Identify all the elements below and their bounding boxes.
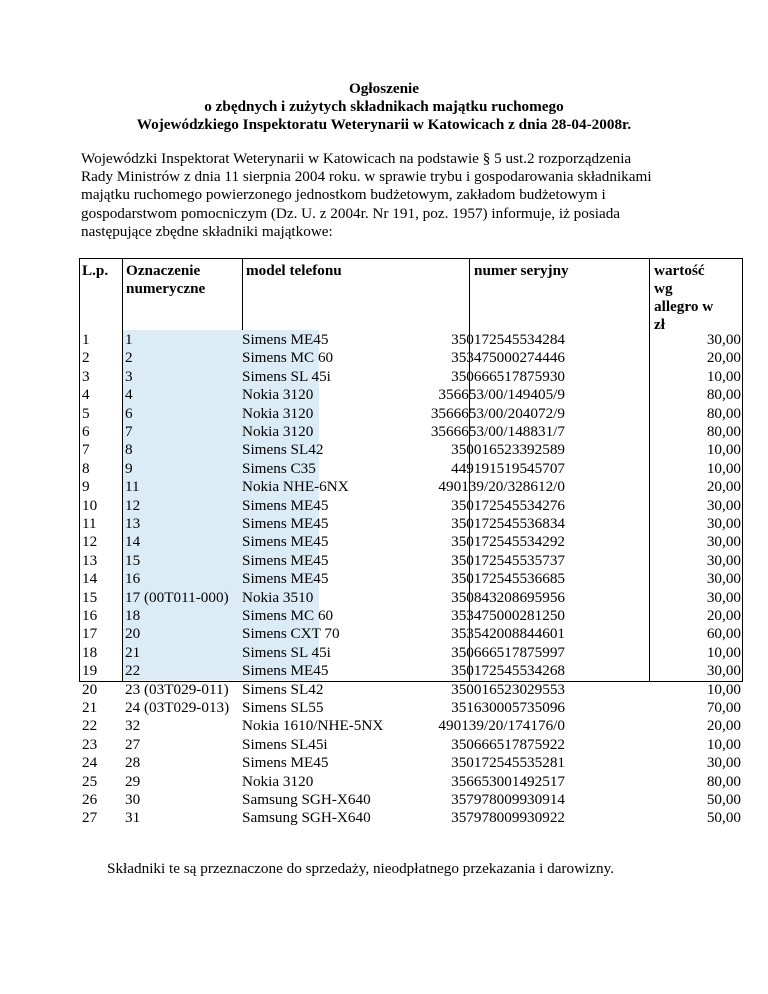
table-row — [79, 644, 743, 662]
cell-oznaczenie: 23 (03T029-011) — [125, 680, 229, 698]
cell-lp: 1 — [82, 331, 90, 348]
cell-serial: 353475000281250 — [451, 607, 565, 624]
cell-lp: 6 — [82, 423, 90, 440]
cell-value: 30,00 — [706, 570, 741, 588]
cell-value: 80,00 — [706, 772, 741, 790]
cell-value: 30,00 — [706, 754, 741, 772]
cell-oznaczenie: 16 — [125, 570, 141, 588]
cell-value: 20,00 — [706, 717, 741, 735]
cell-lp: 17 — [82, 625, 98, 643]
cell-model: Simens MC 60 — [242, 607, 334, 624]
cell-value: 10,00 — [706, 680, 741, 698]
table-row — [79, 331, 743, 349]
cell-model: Simens SL 45i — [242, 643, 331, 661]
cell-serial: 350666517875997 — [451, 643, 565, 661]
cell-model: Simens ME45 — [242, 551, 329, 569]
table-row — [79, 570, 743, 588]
cell-value: 70,00 — [706, 699, 741, 716]
table-row — [79, 791, 743, 809]
cell-value: 10,00 — [706, 367, 741, 385]
cell-model: Nokia 3120 — [242, 423, 314, 440]
cell-value: 30,00 — [706, 533, 741, 551]
cell-serial: 350016523029553 — [451, 680, 565, 698]
cell-oznaczenie: 32 — [125, 717, 141, 735]
cell-model: Simens ME45 — [242, 331, 329, 348]
cell-lp: 11 — [82, 515, 97, 532]
header-model: model telefonu — [246, 262, 342, 279]
cell-oznaczenie: 9 — [125, 459, 133, 477]
table-row — [79, 478, 743, 496]
cell-oznaczenie: 13 — [125, 515, 141, 532]
cell-value: 30,00 — [706, 662, 741, 680]
heading-issuer-date: Wojewódzkiego Inspektoratu Weterynarii w Katowicach z dnia 28-04-2008r. — [136, 116, 632, 133]
cell-model: Samsung SGH-X640 — [242, 809, 371, 827]
column-divider — [242, 258, 243, 330]
cell-value: 20,00 — [706, 349, 741, 367]
cell-lp: 14 — [82, 570, 98, 588]
table-border-top — [79, 258, 743, 259]
cell-oznaczenie: 4 — [125, 386, 133, 404]
cell-value: 10,00 — [706, 643, 741, 661]
cell-value: 10,00 — [706, 441, 741, 459]
table-row — [79, 607, 743, 625]
cell-lp: 16 — [82, 607, 98, 624]
cell-serial: 350172545536685 — [451, 570, 565, 588]
cell-model: Simens SL55 — [242, 699, 324, 716]
cell-oznaczenie: 22 — [125, 662, 141, 680]
cell-serial: 350172545534268 — [451, 662, 565, 680]
table-row — [79, 589, 743, 607]
cell-model: Samsung SGH-X640 — [242, 791, 371, 808]
table-row — [79, 625, 743, 643]
cell-lp: 19 — [82, 662, 98, 680]
table-row — [79, 681, 743, 699]
cell-model: Simens CXT 70 — [242, 625, 340, 643]
cell-value: 10,00 — [706, 459, 741, 477]
cell-serial: 3566653/00/204072/9 — [430, 404, 565, 422]
cell-lp: 24 — [82, 754, 98, 772]
assets-table — [79, 258, 743, 827]
cell-model: Simens ME45 — [242, 754, 329, 772]
cell-serial: 350172545534284 — [451, 331, 565, 348]
cell-model: Simens C35 — [242, 459, 316, 477]
intro-line: gospodarstwom pomocniczym (Dz. U. z 2004r. Nr 191, poz. 1957) informuje, iż posiada — [81, 204, 621, 222]
intro-line: majątku ruchomego powierzonego jednostkom budżetowym, zakładom budżetowym i — [81, 186, 606, 204]
cell-value: 30,00 — [706, 551, 741, 569]
cell-value: 30,00 — [706, 515, 741, 532]
heading-subject: o zbędnych i zużytych składnikach majątku ruchomego — [204, 98, 564, 115]
table-row — [79, 386, 743, 404]
cell-lp: 15 — [82, 588, 98, 606]
table-row — [79, 405, 743, 423]
cell-model: Simens SL42 — [242, 680, 324, 698]
cell-model: Nokia 1610/NHE-5NX — [242, 717, 384, 735]
cell-lp: 9 — [82, 478, 90, 496]
cell-lp: 27 — [82, 809, 98, 827]
cell-serial: 449191519545707 — [451, 459, 565, 477]
cell-oznaczenie: 15 — [125, 551, 141, 569]
cell-oznaczenie: 12 — [125, 496, 141, 514]
cell-lp: 18 — [82, 643, 98, 661]
table-row — [79, 533, 743, 551]
cell-model: Nokia 3120 — [242, 404, 314, 422]
table-row — [79, 754, 743, 772]
cell-serial: 350666517875930 — [451, 367, 565, 385]
table-row — [79, 497, 743, 515]
cell-oznaczenie: 11 — [125, 478, 140, 496]
cell-model: Simens ME45 — [242, 662, 329, 680]
cell-lp: 4 — [82, 386, 90, 404]
cell-lp: 8 — [82, 459, 90, 477]
table-row — [79, 699, 743, 717]
cell-value: 60,00 — [706, 625, 741, 643]
cell-model: Simens SL 45i — [242, 367, 331, 385]
table-row — [79, 552, 743, 570]
cell-oznaczenie: 31 — [125, 809, 141, 827]
cell-model: Simens ME45 — [242, 515, 329, 532]
cell-lp: 26 — [82, 791, 98, 808]
table-row — [79, 368, 743, 386]
cell-oznaczenie: 8 — [125, 441, 133, 459]
cell-serial: 350666517875922 — [451, 735, 565, 753]
cell-model: Simens ME45 — [242, 570, 329, 588]
cell-value: 20,00 — [706, 478, 741, 496]
cell-lp: 3 — [82, 367, 90, 385]
cell-value: 30,00 — [706, 588, 741, 606]
table-row — [79, 809, 743, 827]
cell-value: 50,00 — [706, 809, 741, 827]
header-lp: L.p. — [82, 262, 109, 279]
cell-oznaczenie: 21 — [125, 643, 141, 661]
cell-lp: 21 — [82, 699, 98, 716]
cell-serial: 353475000274446 — [451, 349, 565, 367]
cell-serial: 3566653/00/148831/7 — [430, 423, 565, 440]
table-row — [79, 441, 743, 459]
cell-lp: 22 — [82, 717, 98, 735]
table-row — [79, 773, 743, 791]
cell-serial: 357978009930914 — [451, 791, 565, 808]
cell-oznaczenie: 20 — [125, 625, 141, 643]
cell-lp: 12 — [82, 533, 98, 551]
cell-value: 20,00 — [706, 607, 741, 624]
table-row — [79, 717, 743, 735]
cell-serial: 350843208695956 — [451, 588, 565, 606]
cell-oznaczenie: 3 — [125, 367, 133, 385]
cell-serial: 356653001492517 — [451, 772, 565, 790]
cell-serial: 490139/20/174176/0 — [438, 717, 565, 735]
cell-value: 50,00 — [706, 791, 741, 808]
cell-value: 80,00 — [706, 386, 741, 404]
table-row — [79, 460, 743, 478]
cell-serial: 350172545535281 — [451, 754, 565, 772]
cell-oznaczenie: 27 — [125, 735, 141, 753]
cell-oznaczenie: 17 (00T011-000) — [125, 588, 229, 606]
cell-lp: 5 — [82, 404, 90, 422]
cell-lp: 10 — [82, 496, 98, 514]
cell-serial: 350172545534292 — [451, 533, 565, 551]
cell-model: Nokia 3510 — [242, 588, 314, 606]
intro-line: Rady Ministrów z dnia 11 sierpnia 2004 roku. w sprawie trybu i gospodarowania składnikami — [81, 168, 652, 186]
cell-model: Simens MC 60 — [242, 349, 334, 367]
table-row — [79, 349, 743, 367]
cell-serial: 350172545535737 — [451, 551, 565, 569]
cell-oznaczenie: 29 — [125, 772, 141, 790]
cell-model: Simens SL42 — [242, 441, 324, 459]
table-row — [79, 736, 743, 754]
cell-oznaczenie: 18 — [125, 607, 141, 624]
cell-lp: 2 — [82, 349, 90, 367]
cell-oznaczenie: 1 — [125, 331, 133, 348]
cell-oznaczenie: 24 (03T029-013) — [125, 699, 230, 716]
cell-serial: 353542008844601 — [451, 625, 565, 643]
cell-model: Simens SL45i — [242, 735, 328, 753]
cell-value: 30,00 — [706, 331, 741, 348]
cell-serial: 356653/00/149405/9 — [438, 386, 565, 404]
table-row — [79, 423, 743, 441]
cell-serial: 351630005735096 — [451, 699, 565, 716]
cell-model: Simens ME45 — [242, 533, 329, 551]
header-value: wartość wg allegro w zł — [654, 262, 714, 333]
cell-serial: 350016523392589 — [451, 441, 565, 459]
cell-lp: 25 — [82, 772, 98, 790]
heading-announcement: Ogłoszenie — [348, 80, 420, 97]
cell-lp: 7 — [82, 441, 90, 459]
cell-value: 80,00 — [706, 423, 741, 440]
cell-model: Nokia 3120 — [242, 386, 314, 404]
cell-oznaczenie: 7 — [125, 423, 133, 440]
cell-oznaczenie: 28 — [125, 754, 141, 772]
cell-serial: 357978009930922 — [451, 809, 565, 827]
cell-lp: 13 — [82, 551, 98, 569]
intro-line: Wojewódzki Inspektorat Weterynarii w Katowicach na podstawie § 5 ust.2 rozporządzenia — [81, 150, 632, 167]
cell-value: 30,00 — [706, 496, 741, 514]
footer-note: Składniki te są przeznaczone do sprzedaży, nieodpłatnego przekazania i darowizny. — [107, 860, 615, 877]
cell-serial: 490139/20/328612/0 — [438, 478, 565, 496]
cell-model: Simens ME45 — [242, 496, 329, 514]
cell-value: 10,00 — [706, 735, 741, 753]
intro-line: następujące zbędne składniki majątkowe: — [81, 222, 333, 240]
cell-oznaczenie: 30 — [125, 791, 141, 808]
cell-oznaczenie: 14 — [125, 533, 141, 551]
intro-paragraph — [81, 150, 701, 241]
cell-value: 80,00 — [706, 404, 741, 422]
cell-oznaczenie: 6 — [125, 404, 133, 422]
header-oznaczenie: Oznaczenie numeryczne — [126, 262, 206, 297]
cell-model: Nokia NHE-6NX — [242, 478, 349, 496]
cell-model: Nokia 3120 — [242, 772, 314, 790]
cell-lp: 23 — [82, 735, 98, 753]
table-row — [79, 662, 743, 680]
cell-serial: 350172545534276 — [451, 496, 565, 514]
table-row — [79, 515, 743, 533]
cell-serial: 350172545536834 — [451, 515, 565, 532]
header-serial: numer seryjny — [474, 262, 569, 279]
cell-lp: 20 — [82, 680, 98, 698]
cell-oznaczenie: 2 — [125, 349, 133, 367]
